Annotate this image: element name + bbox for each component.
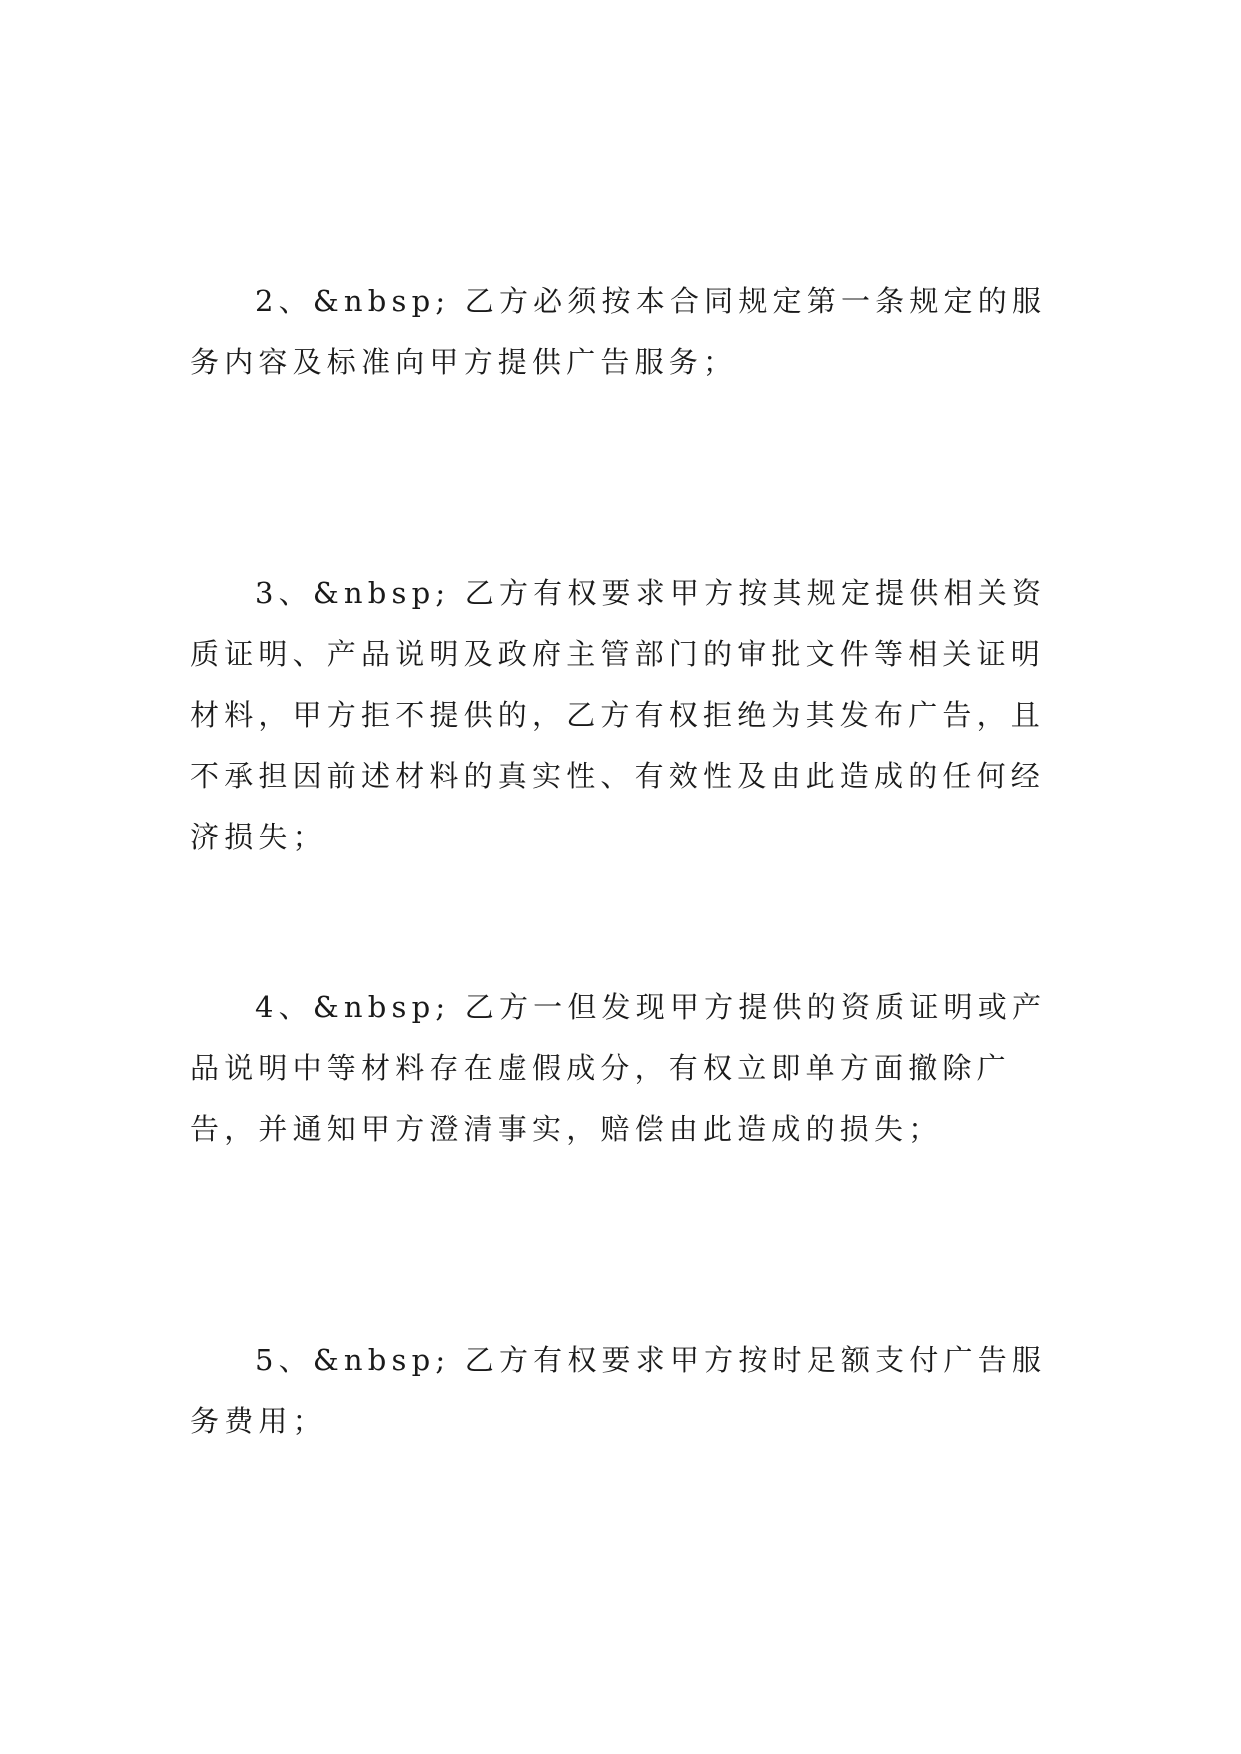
clause-3-paragraph: 3、&nbsp; 乙方有权要求甲方按其规定提供相关资质证明、产品说明及政府主管部门的审批文件等相关证明材料，甲方拒不提供的，乙方有权拒绝为其发布广告，且不承担因前述材料的真实性、有效性及由此造成的任何经济损失； bbox=[190, 576, 1047, 854]
clause-5-paragraph: 5、&nbsp; 乙方有权要求甲方按时足额支付广告服务费用； bbox=[190, 1343, 1047, 1438]
clause-2-paragraph: 2、&nbsp; 乙方必须按本合同规定第一条规定的服务内容及标准向甲方提供广告服务； bbox=[190, 284, 1047, 379]
clause-4-paragraph: 4、&nbsp; 乙方一但发现甲方提供的资质证明或产品说明中等材料存在虚假成分，有权立即单方面撤除广告，并通知甲方澄清事实，赔偿由此造成的损失； bbox=[190, 990, 1047, 1146]
